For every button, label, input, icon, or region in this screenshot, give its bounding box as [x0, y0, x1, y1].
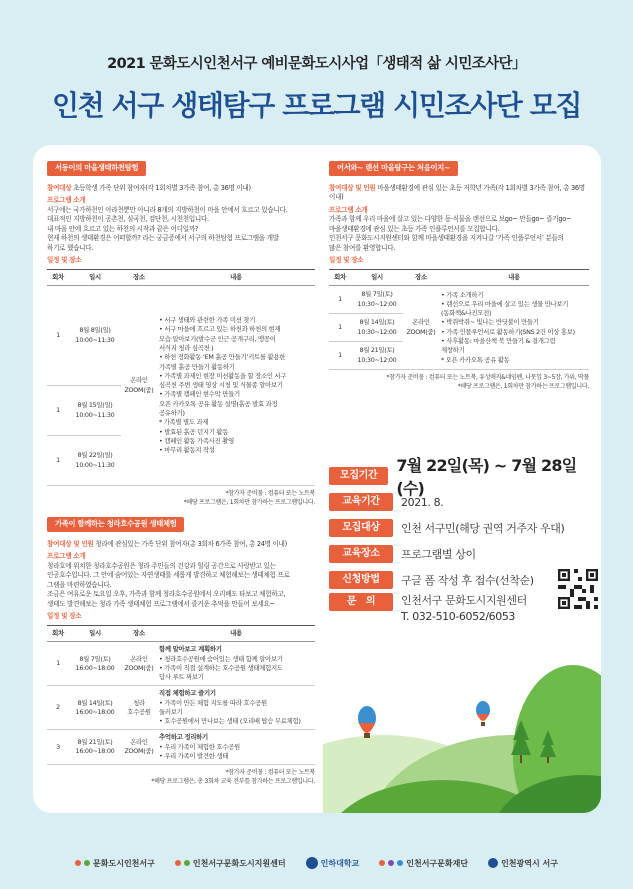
program-section-1: 서동이의 마을생태하천탐험 참여대상 초등학생 가족 단위 참여자(각 1회차별 3가족 참여, 총 36명 이내) 프로그램 소개 서구에는 국가하천인 아라천뿐만 아니라 8개의 지방하천이 마을 안에서 흐르고 있습니다. 대표적인 지방하천이 공촌천, 심곡천, 검단천, 시천천입니다. 내 마을 안에 흐르고 있는 하천의 시작과 끝은 어디일까? 현재 하천의 생태환경은 어떠할까? 라는 궁금증에서 서구의 하천탐험 프로그램을 개발 하기로 했습니다. 일정 및 장소 회차 일시 장소 내용 1 8월 8일(일) 10:00~11:30 온라인 ZOOM(줌) • 서구 생태와 관련한 가족 미션 찾기 • 서구 마을에 흐르고 있는 하천과 하천의 현재 모습 알아보기(발수군 인근 공개구리, 맹꽁이 서식지 청라 심곡천 ) • 하천 정화활동 ‘EM 흙공 만들기’키트를 활용한 가족별 흙공 만들기 활동하기 • 가족별 과제인 현장 미션활동을 할 장소인 서구 심곡천 주변 생태 영상 시청 및 식물종 알아보기 • 가족별 캠페인 현수막 만들기 오픈 카카오톡 공유 활동 설명(흙공 발효 과정 공유하기) * 가족별 별도 과제 • 발효된 흙공 던지기 활동 • 캠페인 활동 가족사진 촬영 • 마무리 활동지 작성 1 8월 15일(일) 10:00~11:30 1 8월 22일(일) 10:00~11:30 *참가자 준비물 : 컴퓨터 또는 노트북 *해당 프로그램은, 1회차만 참가하는 프로그램입니다.: [47, 163, 315, 507]
schedule-table: 회차 일시 장소 내용 1 8월 7일(토) 10:30~12:00 온라인 ZOOM(줌) • 가족 소개하기 • 랜선으로 우리 마을에 살고 있는 생물 만나보기 (동화책&나진모전) • 박쥐박쥐~ 빛나는 반딧불이 만들기 • 가족 인플루언서로 활동하기(SNS 2건 이상 홍보) • 사후활동: 마을산책 북 만들기 & 결개그림 제창하기 * 오픈 카카오톡 공유 활동 1 8월 14일(토) 10:30~12:00 1 8월 21일(토) 10:30~12:00: [329, 269, 589, 370]
poster-title: 인천 서구 생태탐구 프로그램 시민조사단 모집: [51, 89, 582, 122]
footer-logos: [0, 849, 633, 877]
balloon-icon: [476, 701, 490, 726]
table-row: 1 8월 8일(일) 10:00~11:30 온라인 ZOOM(줌) • 서구 생태와 관련한 가족 미션 찾기 • 서구 마을에 흐르고 있는 하천과 하천의 현재 모습 알아보기(발수군 인근 공개구리, 맹꽁이 서식지 청라 심곡천 ) • 하천 정화활동 ‘EM 흙공 만들기’키트를 활용한 가족별 흙공 만들기 활동하기 • 가족별 과제인 현장 미션활동을 할 장소인 서구 심곡천 주변 생태 영상 시청 및 식물종 알아보기 • 가족별 캠페인 현수막 만들기 오픈 카카오톡 공유 활동 설명(흙공 발효 과정 공유하기) * 가족별 별도 과제 • 발효된 흙공 던지기 활동 • 캠페인 활동 가족사진 촬영 • 마무리 활동지 작성: [47, 286, 315, 386]
landscape-illustration: [323, 615, 601, 813]
table-row: 1 8월 7일(토) 10:30~12:00 온라인 ZOOM(줌) • 가족 소개하기 • 랜선으로 우리 마을에 살고 있는 생물 만나보기 (동화책&나진모전) • 박쥐박쥐~ 빛나는 반딧불이 만들기 • 가족 인플루언서로 활동하기(SNS 2건 이상 홍보) • 사후활동: 마을산책 북 만들기 & 결개그림 제창하기 * 오픈 카카오톡 공유 활동: [329, 286, 589, 314]
program-notes: *참가자 준비물 : 컴퓨터 또는 노트북, 유성매직&네임펜, 나뭇잎 3~5장, 가위, 딱풀 *해당 프로그램은, 1회차만 참가하는 프로그램입니다.: [386, 374, 589, 391]
program-description: 서구에는 국가하천인 아라천뿐만 아니라 8개의 지방하천이 마을 안에서 흐르고 있습니다. 대표적인 지방하천이 공촌천, 심곡천, 검단천, 시천천입니다. 내 마을 안에 흐르고 있는 하천의 시작과 끝은 어디일까? 현재 하천의 생태환경은 어떠할까? 라는 궁금증에서 서구의 하천탐험 프로그램을 개발 하기로 했습니다.: [47, 205, 288, 252]
table-row: 1 8월 7일(토) 16:00~18:00 온라인 ZOOM(줌) 함께 알아보고 계획하기 • 청라호수공원에 숨어있는 생태 함께 알아보기 • 가족이 직접 설계하는 호수공원 생태체험지도 답사 루트 짜보기: [47, 642, 315, 686]
balloon-icon: [358, 706, 376, 738]
info-row-target: 모집대상 인천 서구민(해당 권역 거주자 우대): [329, 515, 589, 541]
logo-inha-university: 인하대학교: [306, 857, 360, 869]
table-row: 1 8월 14일(토) 10:30~12:00: [329, 314, 589, 342]
program-tag: 가족이 함께하는 청라호수공원 생태체험: [47, 517, 184, 532]
program-notes: *참가자 준비물 : 컴퓨터 또는 노트북 *해당 프로그램은, 1회차만 참가하는 프로그램입니다.: [183, 490, 315, 507]
info-row-apply: 신청방법 구글 폼 작성 후 접수(선착순): [329, 567, 589, 593]
schedule-table: 회차 일시 장소 내용 1 8월 7일(토) 16:00~18:00 온라인 ZOOM(줌) 함께 알아보고 계획하기 • 청라호수공원에 숨어있는 생태 함께 알아보기 • 가족이 직접 설계하는 호수공원 생태체험지도 답사 루트 짜보기 2 8월 14일(토) 16:00~18:00 청라 호수공원 직접 체험하고 즐기기 • 가족이 만든 체험 지도를 따라 호수공원 둘러보기 • 호수공원에서 만나보는 생태 (오리배 탑승 무료체험) 3 8월 21일(토) 16:00~18:00 온라인 ZOOM(줌) 추억하고 정리하기 • 우리 가족이 체험한 호수공원 • 우리 가족이 발견한 생태: [47, 625, 315, 765]
recruitment-info: [329, 456, 589, 633]
info-row-contact: 문 의 인천서구 문화도시지원센터 T. 032-510-6052/6053: [329, 593, 589, 633]
logo-culture-center: 인천서구문화도시지원센터: [175, 858, 286, 869]
qr-code-icon[interactable]: [558, 569, 598, 609]
table-row: 2 8월 14일(토) 16:00~18:00 청라 호수공원 직접 체험하고 즐기기 • 가족이 만든 체험 지도를 따라 호수공원 둘러보기 • 호수공원에서 만나보는 생태 (오리배 탑승 무료체험): [47, 686, 315, 730]
info-row-period: 모집기간 7월 22일(목) ~ 7월 28일(수): [329, 463, 589, 489]
table-row: 3 8월 21일(토) 16:00~18:00 온라인 ZOOM(줌) 추억하고 정리하기 • 우리 가족이 체험한 호수공원 • 우리 가족이 발견한 생태: [47, 730, 315, 765]
info-row-edu-period: 교육기간 2021. 8.: [329, 489, 589, 515]
table-row: 1 8월 22일(일) 10:00~11:30: [47, 436, 315, 486]
schedule-table: 회차 일시 장소 내용 1 8월 8일(일) 10:00~11:30 온라인 ZOOM(줌) • 서구 생태와 관련한 가족 미션 찾기 • 서구 마을에 흐르고 있는 하천과 하천의 현재 모습 알아보기(발수군 인근 공개구리, 맹꽁이 서식지 청라 심곡천 ) • 하천 정화활동 ‘EM 흙공 만들기’키트를 활용한 가족별 흙공 만들기 활동하기 • 가족별 과제인 현장 미션활동을 할 장소인 서구 심곡천 주변 생태 영상 시청 및 식물종 알아보기 • 가족별 캠페인 현수막 만들기 오픈 카카오톡 공유 활동 설명(흙공 발효 과정 공유하기) * 가족별 별도 과제 • 발효된 흙공 던지기 활동 • 캠페인 활동 가족사진 촬영 • 마무리 활동지 작성 1 8월 15일(일) 10:00~11:30 1 8월 22일(일) 10:00~11:30: [47, 269, 315, 486]
table-row: 1 8월 15일(일) 10:00~11:30: [47, 386, 315, 436]
table-row: 1 8월 21일(토) 10:30~12:00: [329, 342, 589, 370]
poster-subtitle: 2021 문화도시인천서구 예비문화도시사업「생태적 삶 시민조사단」: [107, 56, 526, 72]
program-tag: 서동이의 마을생태하천탐험: [47, 161, 146, 176]
logo-incheon-seogu: 인천광역시 서구: [488, 858, 558, 869]
logo-culture-foundation: 인천서구문화재단: [379, 858, 468, 869]
info-row-place: 교육장소 프로그램별 상이: [329, 541, 589, 567]
program-tag: 어서와~ 랜선 마을탐구는 처음이지~: [329, 161, 458, 176]
logo-culture-city: 문화도시인천서구: [75, 858, 155, 869]
program-description: 가족과 함께 우리 마을에 살고 있는 다양한 동·식물을 랜선으로 보go~ 만들go~ 즐기go~ 마을생태환경에 관심 있는 초등 가족 인플루언서를 모집합니다. 인천서구 문화도시지원센터와 함께 마을생태환경을 지켜나갈 ‘가족 인플루언서’ 분들의 많은 참여를 환영합니다.: [329, 215, 572, 252]
program-description: 청라호에 위치한 청라호수공원은 청라 주민들의 건강과 힐링 공간으로 사랑받고 있는 인공호수입니다. 그 안에 숨어있는 자연생태를 세롭게 발견하고 체험해보는 생태체험 프로 그램을 마련하였습니다. 조금은 여유로운 토요일 오후, 가족과 함께 청라호수공원에서 오리배도 타보고 체험하고, 생태도 발견해보는 청라 가족 생태체험 프로그램에서 즐거운 추억을 만들어 보세요~: [47, 561, 290, 608]
content-card: [33, 145, 601, 813]
program-section-3: 어서와~ 랜선 마을탐구는 처음이지~ 참여대상 및 인원 마을생태환경에 관심 있는 초등 저학년 가족(각 1회차별 3가족 참여, 총 36명 이내) 프로그램 소개 가족과 함께 우리 마을에 살고 있는 다양한 동·식물을 랜선으로 보go~ 만들go~ 즐기go~ 마을생태환경에 관심 있는 초등 가족 인플루언서를 모집합니다. 인천서구 문화도시지원센터와 함께 마을생태환경을 지켜나갈 ‘가족 인플루언서’ 분들의 많은 참여를 환영합니다. 일정 및 장소 회차 일시 장소 내용 1 8월 7일(토) 10:30~12:00 온라인 ZOOM(줌) • 가족 소개하기 • 랜선으로 우리 마을에 살고 있는 생물 만나보기 (동화책&나진모전) • 박쥐박쥐~ 빛나는 반딧불이 만들기 • 가족 인플루언서로 활동하기(SNS 2건 이상 홍보) • 사후활동: 마을산책 북 만들기 & 결개그림 제창하기 * 오픈 카카오톡 공유 활동 1 8월 14일(토) 10:30~12:00 1 8월 21일(토) 10:30~12:00 *참가자 준비물 : 컴퓨터 또는 노트북, 유성매직&네임펜, 나뭇잎 3~5장, 가위, 딱풀 *해당 프로그램은, 1회차만 참가하는 프로그램입니다.: [329, 163, 589, 391]
program-notes: *참가자 준비물 : 컴퓨터 또는 노트북 *해당 프로그램은, 총 3회차 교육 전부를 참가하는 프로그램입니다.: [151, 769, 315, 786]
program-section-2: 가족이 함께하는 청라호수공원 생태체험 참여대상 및 인원 청라에 관심있는 가족 단위 참여자(총 3회차 6가족 참여, 총 24명 이내) 프로그램 소개 청라호에 위치한 청라호수공원은 청라 주민들의 건강과 힐링 공간으로 사랑받고 있는 인공호수입니다. 그 안에 숨어있는 자연생태를 세롭게 발견하고 체험해보는 생태체험 프로 그램을 마련하였습니다. 조금은 여유로운 토요일 오후, 가족과 함께 청라호수공원에서 오리배도 타보고 체험하고, 생태도 발견해보는 청라 가족 생태체험 프로그램에서 즐거운 추억을 만들어 보세요~ 일정 및 장소 회차 일시 장소 내용 1 8월 7일(토) 16:00~18:00 온라인 ZOOM(줌) 함께 알아보고 계획하기 • 청라호수공원에 숨어있는 생태 함께 알아보기 • 가족이 직접 설계하는 호수공원 생태체험지도 답사 루트 짜보기 2 8월 14일(토) 16:00~18:00 청라 호수공원 직접 체험하고 즐기기 • 가족이 만든 체험 지도를 따라 호수공원 둘러보기 • 호수공원에서 만나보는 생태 (오리배 탑승 무료체험) 3 8월 21일(토) 16:00~18:00 온라인 ZOOM(줌) 추억하고 정리하기 • 우리 가족이 체험한 호수공원 • 우리 가족이 발견한 생태 *참가자 준비물 : 컴퓨터 또는 노트북 *해당 프로그램은, 총 3회차 교육 전부를 참가하는 프로그램입니다.: [47, 519, 315, 786]
